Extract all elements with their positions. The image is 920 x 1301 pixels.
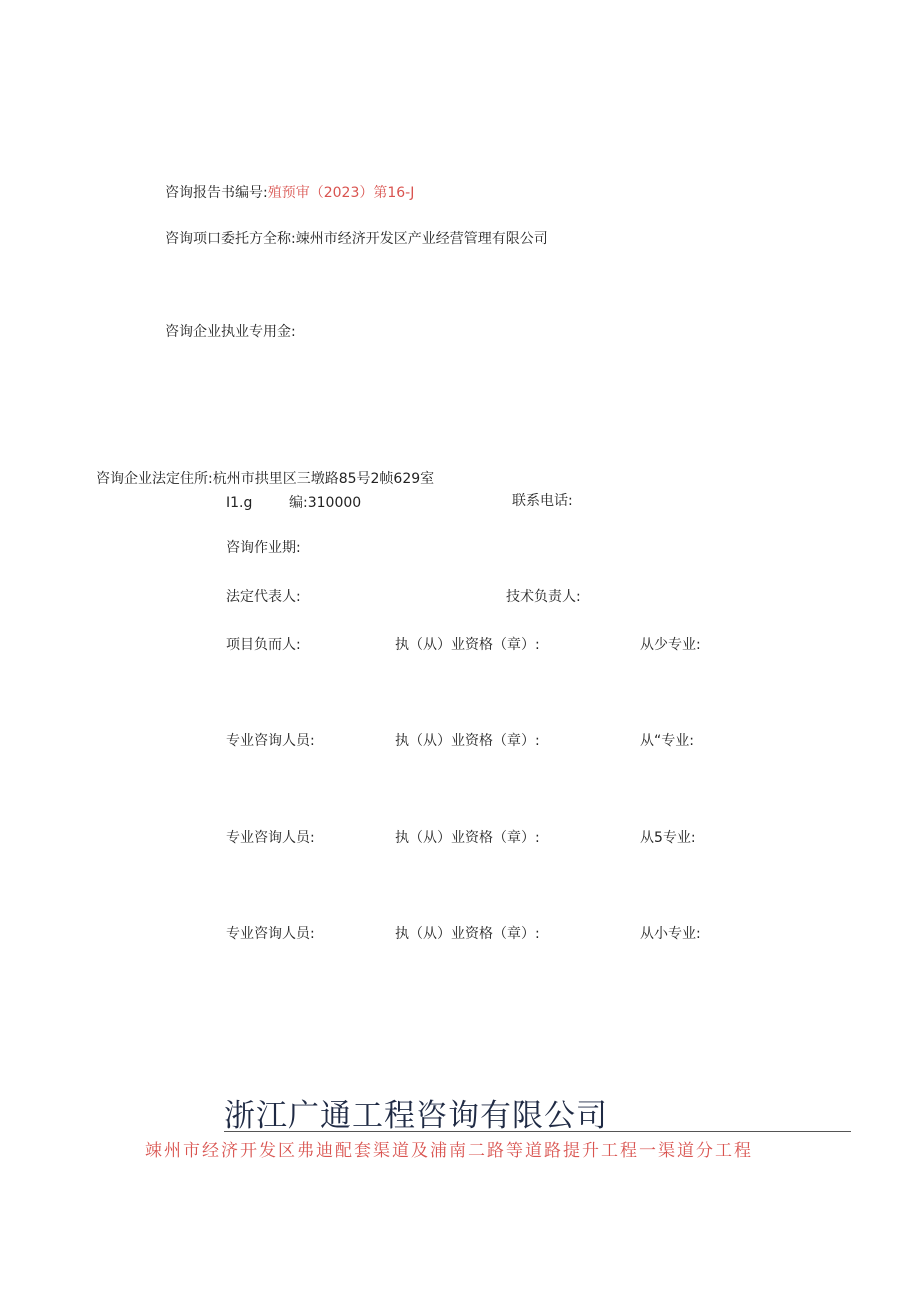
report-number-label: 咨询报告书编号: [165, 185, 268, 201]
staff-row-role: 项目负而人: [226, 637, 301, 653]
client-value: 竦州市经济开发区产业经营管理有限公司 [295, 231, 548, 247]
postcode-label: 编: [289, 495, 308, 511]
staff-row-specialty: 从“专业: [640, 733, 694, 749]
staff-row-specialty: 从小专业: [640, 926, 701, 942]
tech-lead-label: 技术负责人: [506, 589, 581, 605]
phone-label: 联系电话: [512, 493, 573, 509]
report-number-value: 殖预审（2023）第16-J [267, 185, 415, 201]
legal-rep-label: 法定代表人: [226, 589, 301, 605]
footer-divider [224, 1131, 851, 1132]
company-name: 浙江广通工程咨询有限公司 [224, 1098, 608, 1134]
postcode-prefix: I1.g [226, 495, 253, 511]
staff-row-role: 专业咨询人员: [226, 733, 315, 749]
staff-row-specialty: 从5专业: [640, 830, 696, 846]
seal-label: 咨询企业执业专用金: [165, 324, 296, 340]
staff-row-qualification: 执（从）业资格（章）: [395, 830, 540, 846]
staff-row-qualification: 执（从）业资格（章）: [395, 926, 540, 942]
client-label: 咨询项口委托方全称: [165, 231, 296, 247]
postcode-value: 310000 [307, 495, 362, 511]
project-title: 竦州市经济开发区弗迪配套渠道及浦南二路等道路提升工程一渠道分工程 [145, 1141, 753, 1161]
period-label: 咨询作业期: [226, 540, 301, 556]
company-address: 咨询企业法定住所:杭州市拱里区三墩路85号2帧629室 [96, 471, 435, 487]
client-line [165, 230, 548, 248]
staff-row-specialty: 从少专业: [640, 637, 701, 653]
staff-row-qualification: 执（从）业资格（章）: [395, 637, 540, 653]
staff-row-role: 专业咨询人员: [226, 830, 315, 846]
staff-row-role: 专业咨询人员: [226, 926, 315, 942]
postcode-line [289, 494, 361, 512]
staff-row-qualification: 执（从）业资格（章）: [395, 733, 540, 749]
report-number-line [165, 184, 414, 202]
